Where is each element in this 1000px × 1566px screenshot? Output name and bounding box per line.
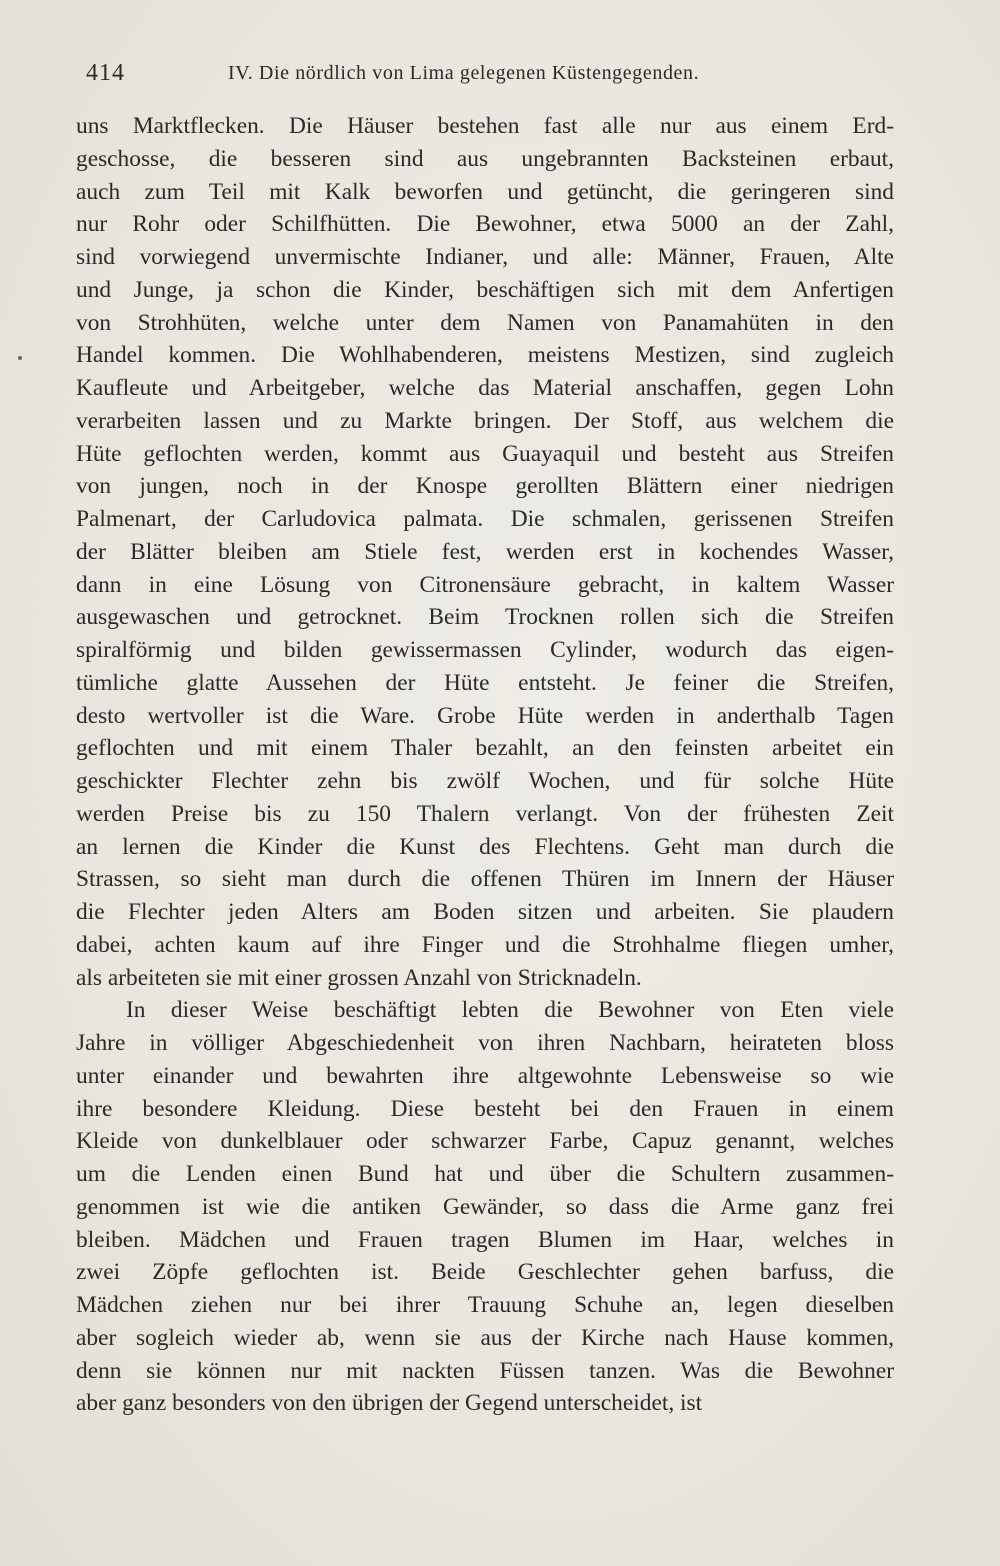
text-line: Kleide von dunkelblauer oder schwarzer Farbe, Capuz genannt, welches [76,1128,894,1155]
text-line: um die Lenden einen Bund hat und über die Schultern zusammen- [76,1161,894,1187]
text-line: der Blätter bleiben am Stiele fest, werden erst in kochendes Wasser, [76,538,894,565]
text-line: Hüte geflochten werden, kommt aus Guayaquil und besteht aus Streifen [76,440,894,467]
text-line: werden Preise bis zu 150 Thalern verlangt. Von der frühesten Zeit [76,800,894,827]
text-line: von jungen, noch in der Knospe gerollten Blättern einer niedrigen [76,473,894,500]
text-line: die Flechter jeden Alters am Boden sitzen und arbeiten. Sie plaudern [76,899,894,925]
text-line: unter einander und bewahrten ihre altgewohnte Lebensweise so wie [76,1062,894,1089]
text-line: aber sogleich wieder ab, wenn sie aus der Kirche nach Hause kommen, [76,1324,894,1351]
text-line: genommen ist wie die antiken Gewänder, so dass die Arme ganz frei [76,1193,894,1220]
text-line: von Strohhüten, welche unter dem Namen von Panamahüten in den [76,309,894,336]
text-line: denn sie können nur mit nackten Füssen tanzen. Was die Bewohner [76,1357,894,1384]
paragraph-2 [76,994,894,1420]
paragraph-1 [76,110,894,994]
text-line: geschickter Flechter zehn bis zwölf Wochen, und für solche Hüte [76,768,894,794]
text-line: dann in eine Lösung von Citronensäure gebracht, in kaltem Wasser [76,571,894,598]
page-number: 414 [86,60,125,86]
text-line: auch zum Teil mit Kalk beworfen und getüncht, die geringeren sind [76,178,894,205]
text-line: ausgewaschen und getrocknet. Beim Trocknen rollen sich die Streifen [76,604,894,631]
text-line: Mädchen ziehen nur bei ihrer Trauung Schuhe an, legen dieselben [76,1292,894,1318]
print-speck [18,356,22,360]
text-line: Strassen, so sieht man durch die offenen Thüren im Innern der Häuser [76,866,894,893]
text-line: aber ganz besonders von den übrigen der Gegend unterscheidet, ist [76,1390,703,1417]
text-line: spiralförmig und bilden gewissermassen Cylinder, wodurch das eigen- [76,637,894,663]
text-line: Palmenart, der Carludovica palmata. Die schmalen, gerissenen Streifen [76,506,894,532]
text-line: In dieser Weise beschäftigt lebten die Bewohner von Eten viele [126,997,894,1024]
text-line: ihre besondere Kleidung. Diese besteht bei den Frauen in einem [76,1095,894,1122]
text-line: nur Rohr oder Schilfhütten. Die Bewohner, etwa 5000 an der Zahl, [76,211,894,238]
text-line: Kaufleute und Arbeitgeber, welche das Material anschaffen, gegen Lohn [76,375,894,401]
text-line: verarbeiten lassen und zu Markte bringen. Der Stoff, aus welchem die [76,407,894,434]
text-line: geschosse, die besseren sind aus ungebrannten Backsteinen erbaut, [76,145,894,172]
text-line: Handel kommen. Die Wohlhabenderen, meistens Mestizen, sind zugleich [76,342,894,369]
text-line: geflochten und mit einem Thaler bezahlt, an den feinsten arbeitet ein [76,735,894,762]
text-line: Jahre in völliger Abgeschiedenheit von ihren Nachbarn, heirateten bloss [76,1030,894,1056]
text-line: zwei Zöpfe geflochten ist. Beide Geschlechter gehen barfuss, die [76,1259,894,1286]
text-line: dabei, achten kaum auf ihre Finger und die Strohhalme fliegen umher, [76,931,894,958]
text-line: uns Marktflecken. Die Häuser bestehen fast alle nur aus einem Erd- [76,113,894,139]
body-text [76,110,894,1420]
text-line: als arbeiteten sie mit einer grossen Anzahl von Stricknadeln. [76,964,642,991]
text-line: an lernen die Kinder die Kunst des Flechtens. Geht man durch die [76,833,894,860]
text-line: sind vorwiegend unvermischte Indianer, und alle: Männer, Frauen, Alte [76,244,894,270]
text-line: tümliche glatte Aussehen der Hüte entsteht. Je feiner die Streifen, [76,669,894,696]
chapter-title: IV. Die nördlich von Lima gelegenen Küstengegenden. [228,62,700,84]
running-head [86,60,890,90]
text-line: und Junge, ja schon die Kinder, beschäftigen sich mit dem Anfertigen [76,276,894,303]
text-line: bleiben. Mädchen und Frauen tragen Blumen im Haar, welches in [76,1226,894,1253]
text-line: desto wertvoller ist die Ware. Grobe Hüte werden in anderthalb Tagen [76,702,894,729]
